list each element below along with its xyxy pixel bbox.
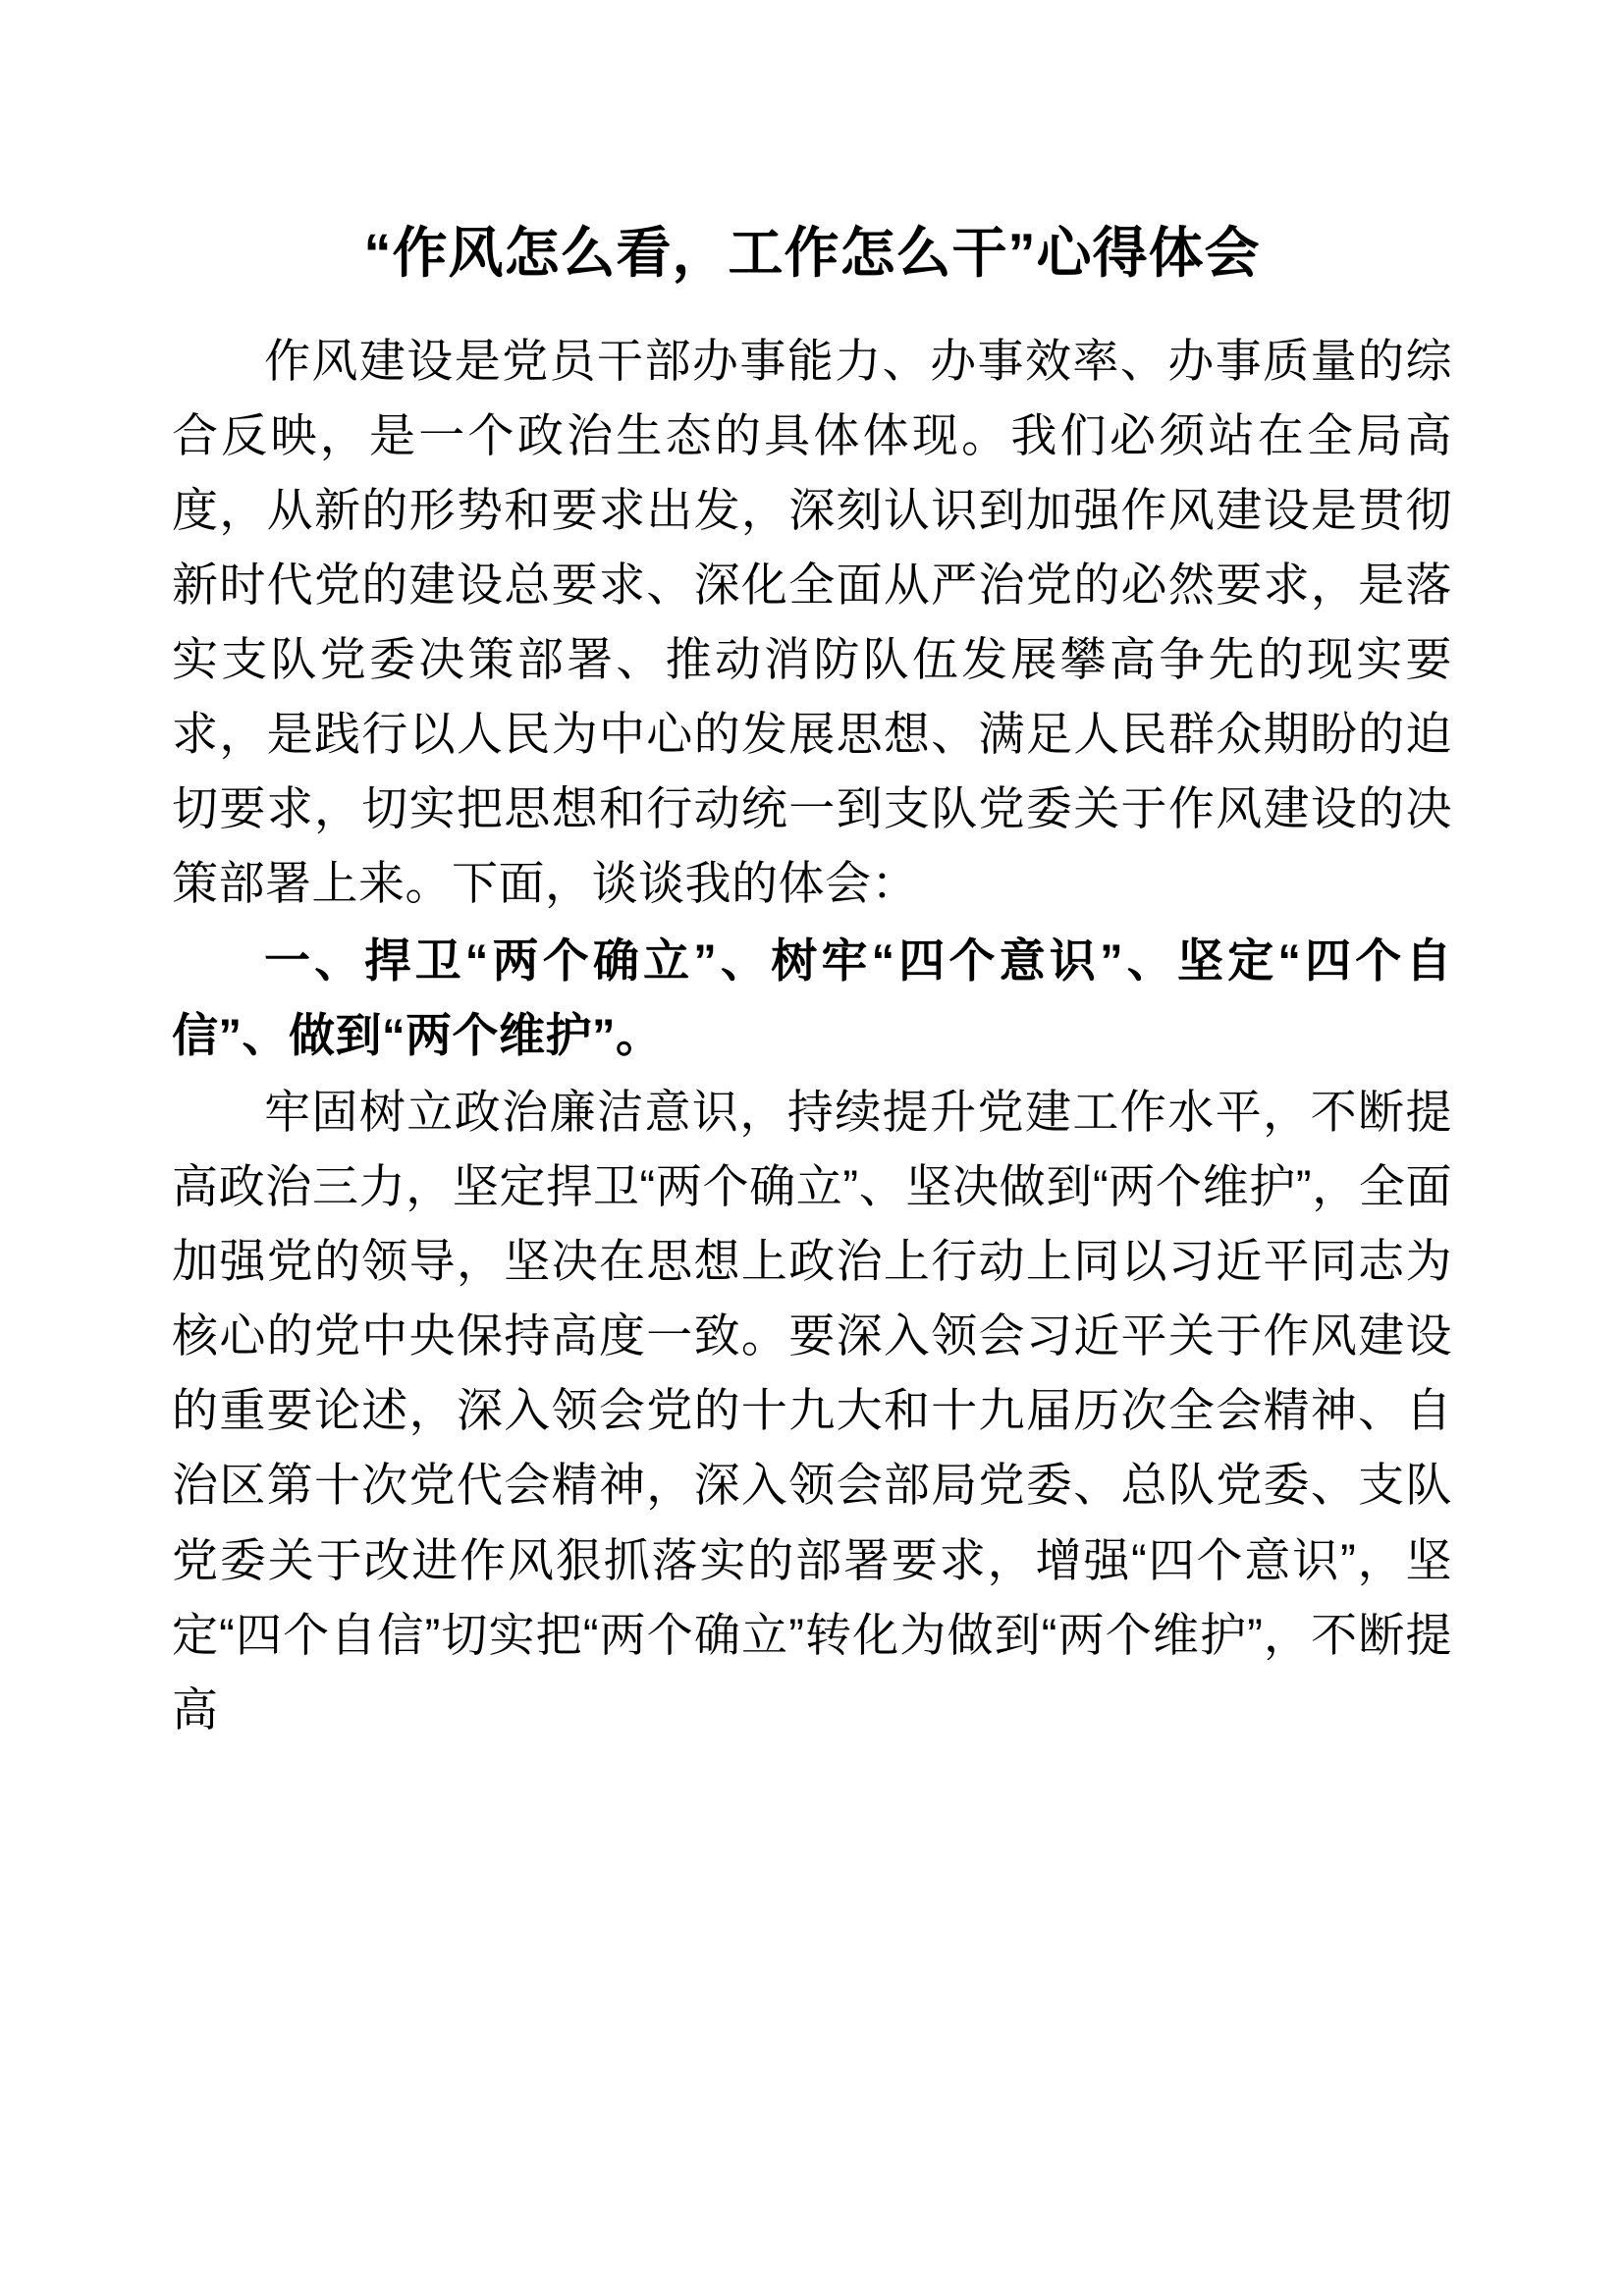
paragraph-section-one-body: 牢固树立政治廉洁意识，持续提升党建工作水平，不断提高政治三力，坚定捍卫“两个确立”、坚决做到“两个维护”，全面加强党的领导，坚决在思想上政治上行动上同以习近平同志为核心的党中央保持高度一致。要深入领会习近平关于作风建设的重要论述，深入领会党的十九大和十九届历次全会精神、自治区第十次党代会精神，深入领会部局党委、总队党委、支队党委关于改进作风狠抓落实的部署要求，增强“四个意识”，坚定“四个自信”切实把“两个确立”转化为做到“两个维护”，不断提高 — [172, 1085, 1452, 1735]
paragraph-intro: 作风建设是党员干部办事能力、办事效率、办事质量的综合反映，是一个政治生态的具体体现。我们必须站在全局高度，从新的形势和要求出发，深刻认识到加强作风建设是贯彻新时代党的建设总要求、深化全面从严治党的必然要求，是落实支队党委决策部署、推动消防队伍发展攀高争先的现实要求，是践行以人民为中心的发展思想、满足人民群众期盼的迫切要求，切实把思想和行动统一到支队党委关于作风建设的决策部署上来。下面，谈谈我的体会： — [172, 334, 1452, 910]
paragraph-section-one-heading: 一、捍卫“两个确立”、树牢“四个意识”、坚定“四个自信”、做到“两个维护”。 — [172, 934, 1452, 1061]
page-title: “作风怎么看，工作怎么干”心得体会 — [363, 222, 1261, 284]
document-body — [172, 324, 1452, 1747]
